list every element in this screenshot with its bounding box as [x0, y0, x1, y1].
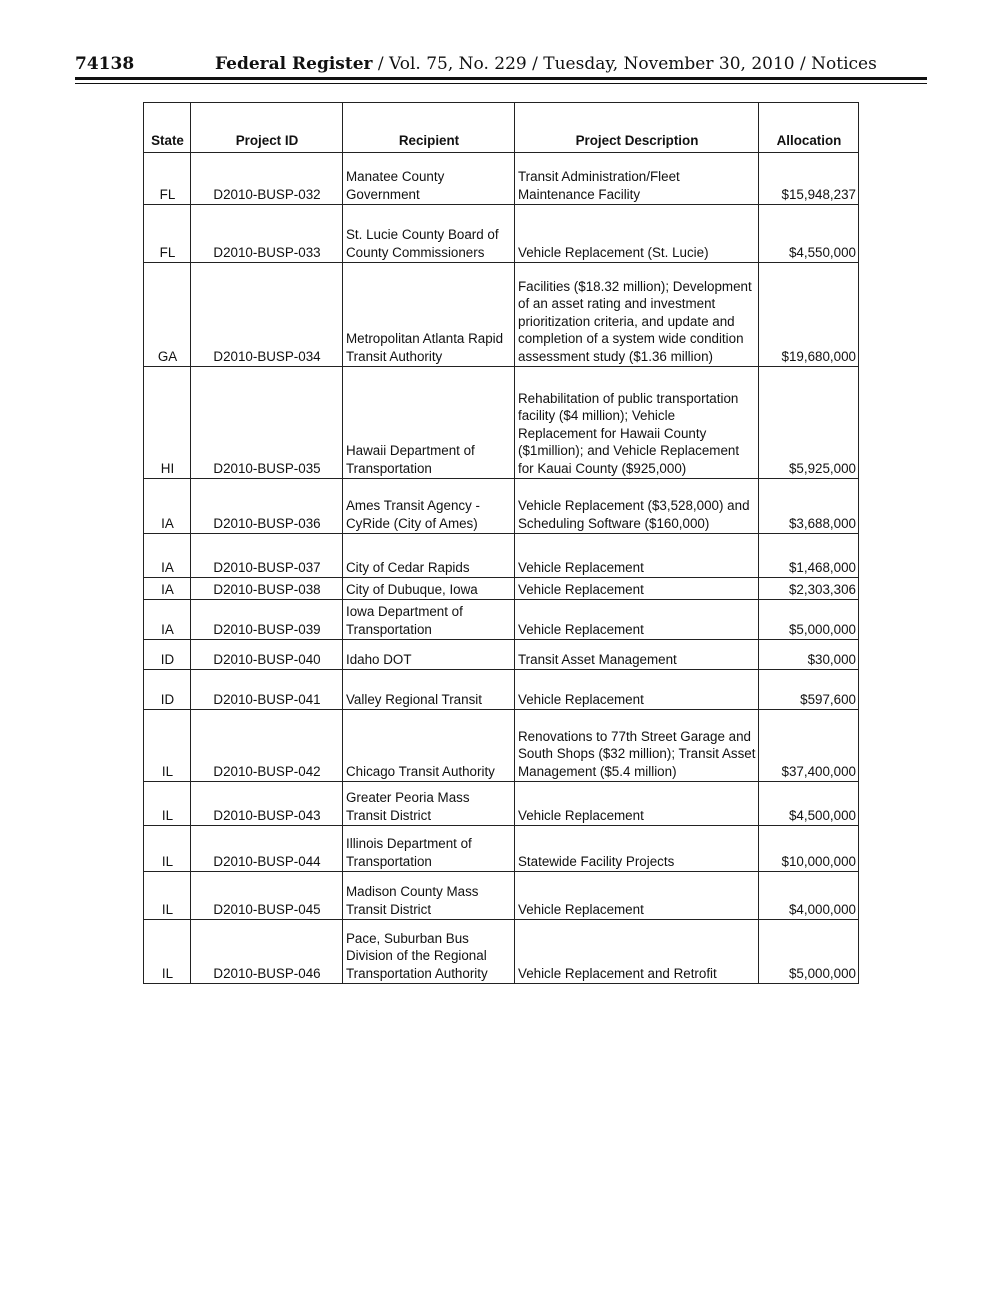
header-rule-thin: [75, 83, 927, 84]
cell-allocation: $5,925,000: [759, 367, 859, 479]
table-row: [144, 153, 859, 205]
cell-recipient: Chicago Transit Authority: [343, 710, 515, 782]
cell-state: IL: [144, 920, 191, 984]
table-row: [144, 263, 859, 367]
cell-project-id: D2010-BUSP-041: [191, 670, 343, 710]
table-row: [144, 600, 859, 640]
column-header-allocation: Allocation: [759, 103, 859, 153]
cell-recipient: Idaho DOT: [343, 640, 515, 670]
cell-description: Vehicle Replacement: [515, 782, 759, 826]
cell-recipient: Manatee County Government: [343, 153, 515, 205]
cell-project-id: D2010-BUSP-034: [191, 263, 343, 367]
cell-description: Facilities ($18.32 million); Development of an asset rating and investment prioritization criteria, and update and completion of a system wide condition assessment study ($1.36 million): [515, 263, 759, 367]
cell-allocation: $19,680,000: [759, 263, 859, 367]
cell-project-id: D2010-BUSP-045: [191, 872, 343, 920]
cell-description: Vehicle Replacement: [515, 670, 759, 710]
cell-description: Vehicle Replacement: [515, 578, 759, 600]
cell-state: GA: [144, 263, 191, 367]
cell-recipient: City of Dubuque, Iowa: [343, 578, 515, 600]
cell-description: Transit Administration/Fleet Maintenance Facility: [515, 153, 759, 205]
table-row: [144, 479, 859, 534]
cell-recipient: Metropolitan Atlanta Rapid Transit Authority: [343, 263, 515, 367]
cell-state: IA: [144, 578, 191, 600]
publication-name: Federal Register: [215, 54, 373, 74]
cell-state: IA: [144, 534, 191, 578]
cell-description: Rehabilitation of public transportation facility ($4 million); Vehicle Replacement for Hawaii County ($1million); and Vehicle Replacement for Kauai County ($925,000): [515, 367, 759, 479]
cell-allocation: $37,400,000: [759, 710, 859, 782]
header-rule-thick: [75, 77, 927, 80]
cell-description: Vehicle Replacement and Retrofit: [515, 920, 759, 984]
table-row: [144, 640, 859, 670]
cell-allocation: $4,550,000: [759, 205, 859, 263]
cell-allocation: $597,600: [759, 670, 859, 710]
cell-allocation: $10,000,000: [759, 826, 859, 872]
page-header: [75, 52, 927, 78]
cell-project-id: D2010-BUSP-037: [191, 534, 343, 578]
table-row: [144, 920, 859, 984]
cell-recipient: Valley Regional Transit: [343, 670, 515, 710]
cell-state: IL: [144, 710, 191, 782]
cell-project-id: D2010-BUSP-046: [191, 920, 343, 984]
running-head: [215, 54, 877, 74]
table-row: [144, 872, 859, 920]
cell-project-id: D2010-BUSP-032: [191, 153, 343, 205]
cell-recipient: City of Cedar Rapids: [343, 534, 515, 578]
table-row: [144, 670, 859, 710]
cell-description: Vehicle Replacement (St. Lucie): [515, 205, 759, 263]
cell-state: ID: [144, 670, 191, 710]
cell-project-id: D2010-BUSP-040: [191, 640, 343, 670]
cell-recipient: Madison County Mass Transit District: [343, 872, 515, 920]
table-row: [144, 710, 859, 782]
cell-state: IA: [144, 600, 191, 640]
cell-recipient: Pace, Suburban Bus Division of the Regional Transportation Authority: [343, 920, 515, 984]
cell-recipient: Greater Peoria Mass Transit District: [343, 782, 515, 826]
allocation-table: [143, 102, 859, 984]
cell-allocation: $30,000: [759, 640, 859, 670]
table-row: [144, 826, 859, 872]
cell-project-id: D2010-BUSP-044: [191, 826, 343, 872]
column-header-project-id: Project ID: [191, 103, 343, 153]
cell-project-id: D2010-BUSP-039: [191, 600, 343, 640]
cell-state: IL: [144, 782, 191, 826]
cell-state: ID: [144, 640, 191, 670]
cell-recipient: Iowa Department of Transportation: [343, 600, 515, 640]
cell-recipient: St. Lucie County Board of County Commissioners: [343, 205, 515, 263]
table-row: [144, 205, 859, 263]
cell-state: IL: [144, 826, 191, 872]
cell-state: FL: [144, 153, 191, 205]
table-row: [144, 534, 859, 578]
cell-description: Renovations to 77th Street Garage and South Shops ($32 million); Transit Asset Management ($5.4 million): [515, 710, 759, 782]
cell-description: Vehicle Replacement: [515, 534, 759, 578]
cell-allocation: $15,948,237: [759, 153, 859, 205]
cell-recipient: Ames Transit Agency - CyRide (City of Ames): [343, 479, 515, 534]
cell-description: Transit Asset Management: [515, 640, 759, 670]
cell-allocation: $1,468,000: [759, 534, 859, 578]
cell-allocation: $2,303,306: [759, 578, 859, 600]
cell-state: FL: [144, 205, 191, 263]
cell-project-id: D2010-BUSP-036: [191, 479, 343, 534]
cell-description: Vehicle Replacement: [515, 872, 759, 920]
issue-info: / Vol. 75, No. 229 / Tuesday, November 30, 2010 / Notices: [372, 54, 877, 74]
column-header-project-description: Project Description: [515, 103, 759, 153]
cell-recipient: Illinois Department of Transportation: [343, 826, 515, 872]
cell-allocation: $3,688,000: [759, 479, 859, 534]
cell-allocation: $5,000,000: [759, 920, 859, 984]
cell-project-id: D2010-BUSP-033: [191, 205, 343, 263]
cell-allocation: $4,500,000: [759, 782, 859, 826]
cell-description: Vehicle Replacement ($3,528,000) and Scheduling Software ($160,000): [515, 479, 759, 534]
table-row: [144, 782, 859, 826]
cell-description: Vehicle Replacement: [515, 600, 759, 640]
cell-allocation: $4,000,000: [759, 872, 859, 920]
cell-project-id: D2010-BUSP-038: [191, 578, 343, 600]
column-header-state: State: [144, 103, 191, 153]
table-header-row: [144, 103, 859, 153]
cell-project-id: D2010-BUSP-043: [191, 782, 343, 826]
page-number: 74138: [75, 54, 135, 74]
table-row: [144, 367, 859, 479]
cell-project-id: D2010-BUSP-042: [191, 710, 343, 782]
cell-recipient: Hawaii Department of Transportation: [343, 367, 515, 479]
cell-state: IA: [144, 479, 191, 534]
cell-state: IL: [144, 872, 191, 920]
column-header-recipient: Recipient: [343, 103, 515, 153]
cell-state: HI: [144, 367, 191, 479]
cell-description: Statewide Facility Projects: [515, 826, 759, 872]
cell-project-id: D2010-BUSP-035: [191, 367, 343, 479]
cell-allocation: $5,000,000: [759, 600, 859, 640]
table-row: [144, 578, 859, 600]
